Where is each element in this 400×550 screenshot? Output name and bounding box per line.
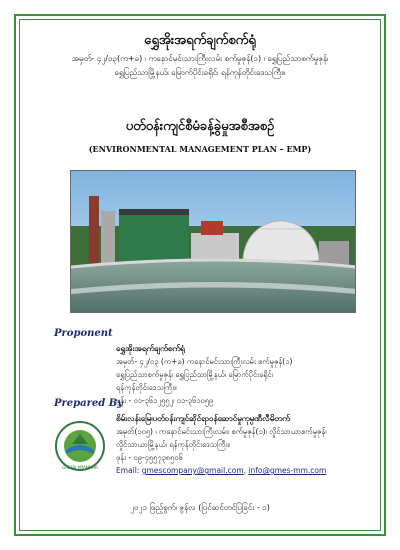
email-label: Email: <box>116 466 142 475</box>
page-inner-border <box>19 19 381 531</box>
prepared-by-label: Prepared By <box>54 398 123 409</box>
email-link-1[interactable]: gmescompany@gmail.com <box>141 466 244 475</box>
prepared-company-name: စိမ်းလန်းမြေ၊ပတ်ဝန်းကျင်ဆိုင်ရာဝန်ဆောင်မှုကုမ္ပဏီလီမိတက် <box>116 414 290 423</box>
prepared-address-line-2: လှိုင်သာယာမြို့နယ်၊ ရန်ကုန်တိုင်းဒေသကြီး။ <box>116 440 230 449</box>
plan-title: ပတ်ဝန်းကျင်စီမံခန့်ခွဲမှုအစီအစဉ် <box>125 119 275 134</box>
factory-photo <box>70 170 356 313</box>
prepared-phone: ဖုန်း - ၀၉-၄၅၅၇၃၈၅၀၆ <box>116 453 183 462</box>
plan-subtitle: (ENVIRONMENTAL MANAGEMENT PLAN – EMP) <box>88 144 312 154</box>
email-link-2[interactable]: info@gmes-mm.com <box>248 466 327 475</box>
email-separator: , <box>243 466 249 475</box>
proponent-address-line-3: ရန်ကုန်တိုင်းဒေသကြီး။ <box>116 383 177 392</box>
proponent-name: ရွှေအိုးအရက်ချက်စက်ရုံ <box>116 344 185 353</box>
prepared-email-line <box>116 464 326 477</box>
footer-date: ၂၀၂၁ ဖြည့်စွက်၊ ဇွန်လ (ပြင်ဆင်တင်ပြခြင်း - ၁) <box>130 503 270 512</box>
proponent-address-line-1: အမှတ်- ၄၂/၀၃ (က+ခ) ကနောင်မင်းသားကြီးလမ်း စက်မှုဇုန်(၁) <box>116 357 293 366</box>
address-line-1: အမှတ်- ၄၂/၀၃(က+ခ) ၊ ကနောင်မင်းသားကြီးလမ်း စက်မှုဇုန်(၁) ၊ ရွှေပြည်သာစက်မှုဇုန်၊ <box>71 54 329 63</box>
company-logo-icon <box>54 420 106 472</box>
company-title: ရွှေအိုးအရက်ချက်စက်ရုံ <box>144 33 256 48</box>
header <box>20 32 380 79</box>
proponent-phone: ဖုန်း - ၀၁-၃၆၁၂၅၅၂၊ ၀၁-၃၆၁၀၅၉ <box>116 396 214 405</box>
prepared-address-line-1: အမှတ်(၁၀၅) ၊ ကနောင်မင်းသားကြီးလမ်း၊ စက်မှုဇုန်(၁)၊ လှိုင်သာယာစက်မှုဇုန်၊ <box>116 427 327 436</box>
factory-photo-illustration <box>71 171 356 313</box>
svg-text:GREEN MYANMAR: GREEN MYANMAR <box>62 465 98 470</box>
document-page <box>14 14 386 536</box>
proponent-details <box>116 342 292 407</box>
proponent-address-line-2: ရွှေပြည်သာစက်မှုဇုန်၊ ရွှေပြည်သာမြို့နယ်၊ မြောက်ပိုင်းခရိုင်၊ <box>116 370 273 379</box>
proponent-label: Proponent <box>54 328 113 339</box>
address-line-2: ရွှေပြည်သာမြို့နယ်၊ မြောက်ပိုင်းခရိုင်၊ ရန်ကုန်တိုင်းဒေသကြီး။ <box>114 68 286 77</box>
prepared-by-details <box>116 412 326 477</box>
